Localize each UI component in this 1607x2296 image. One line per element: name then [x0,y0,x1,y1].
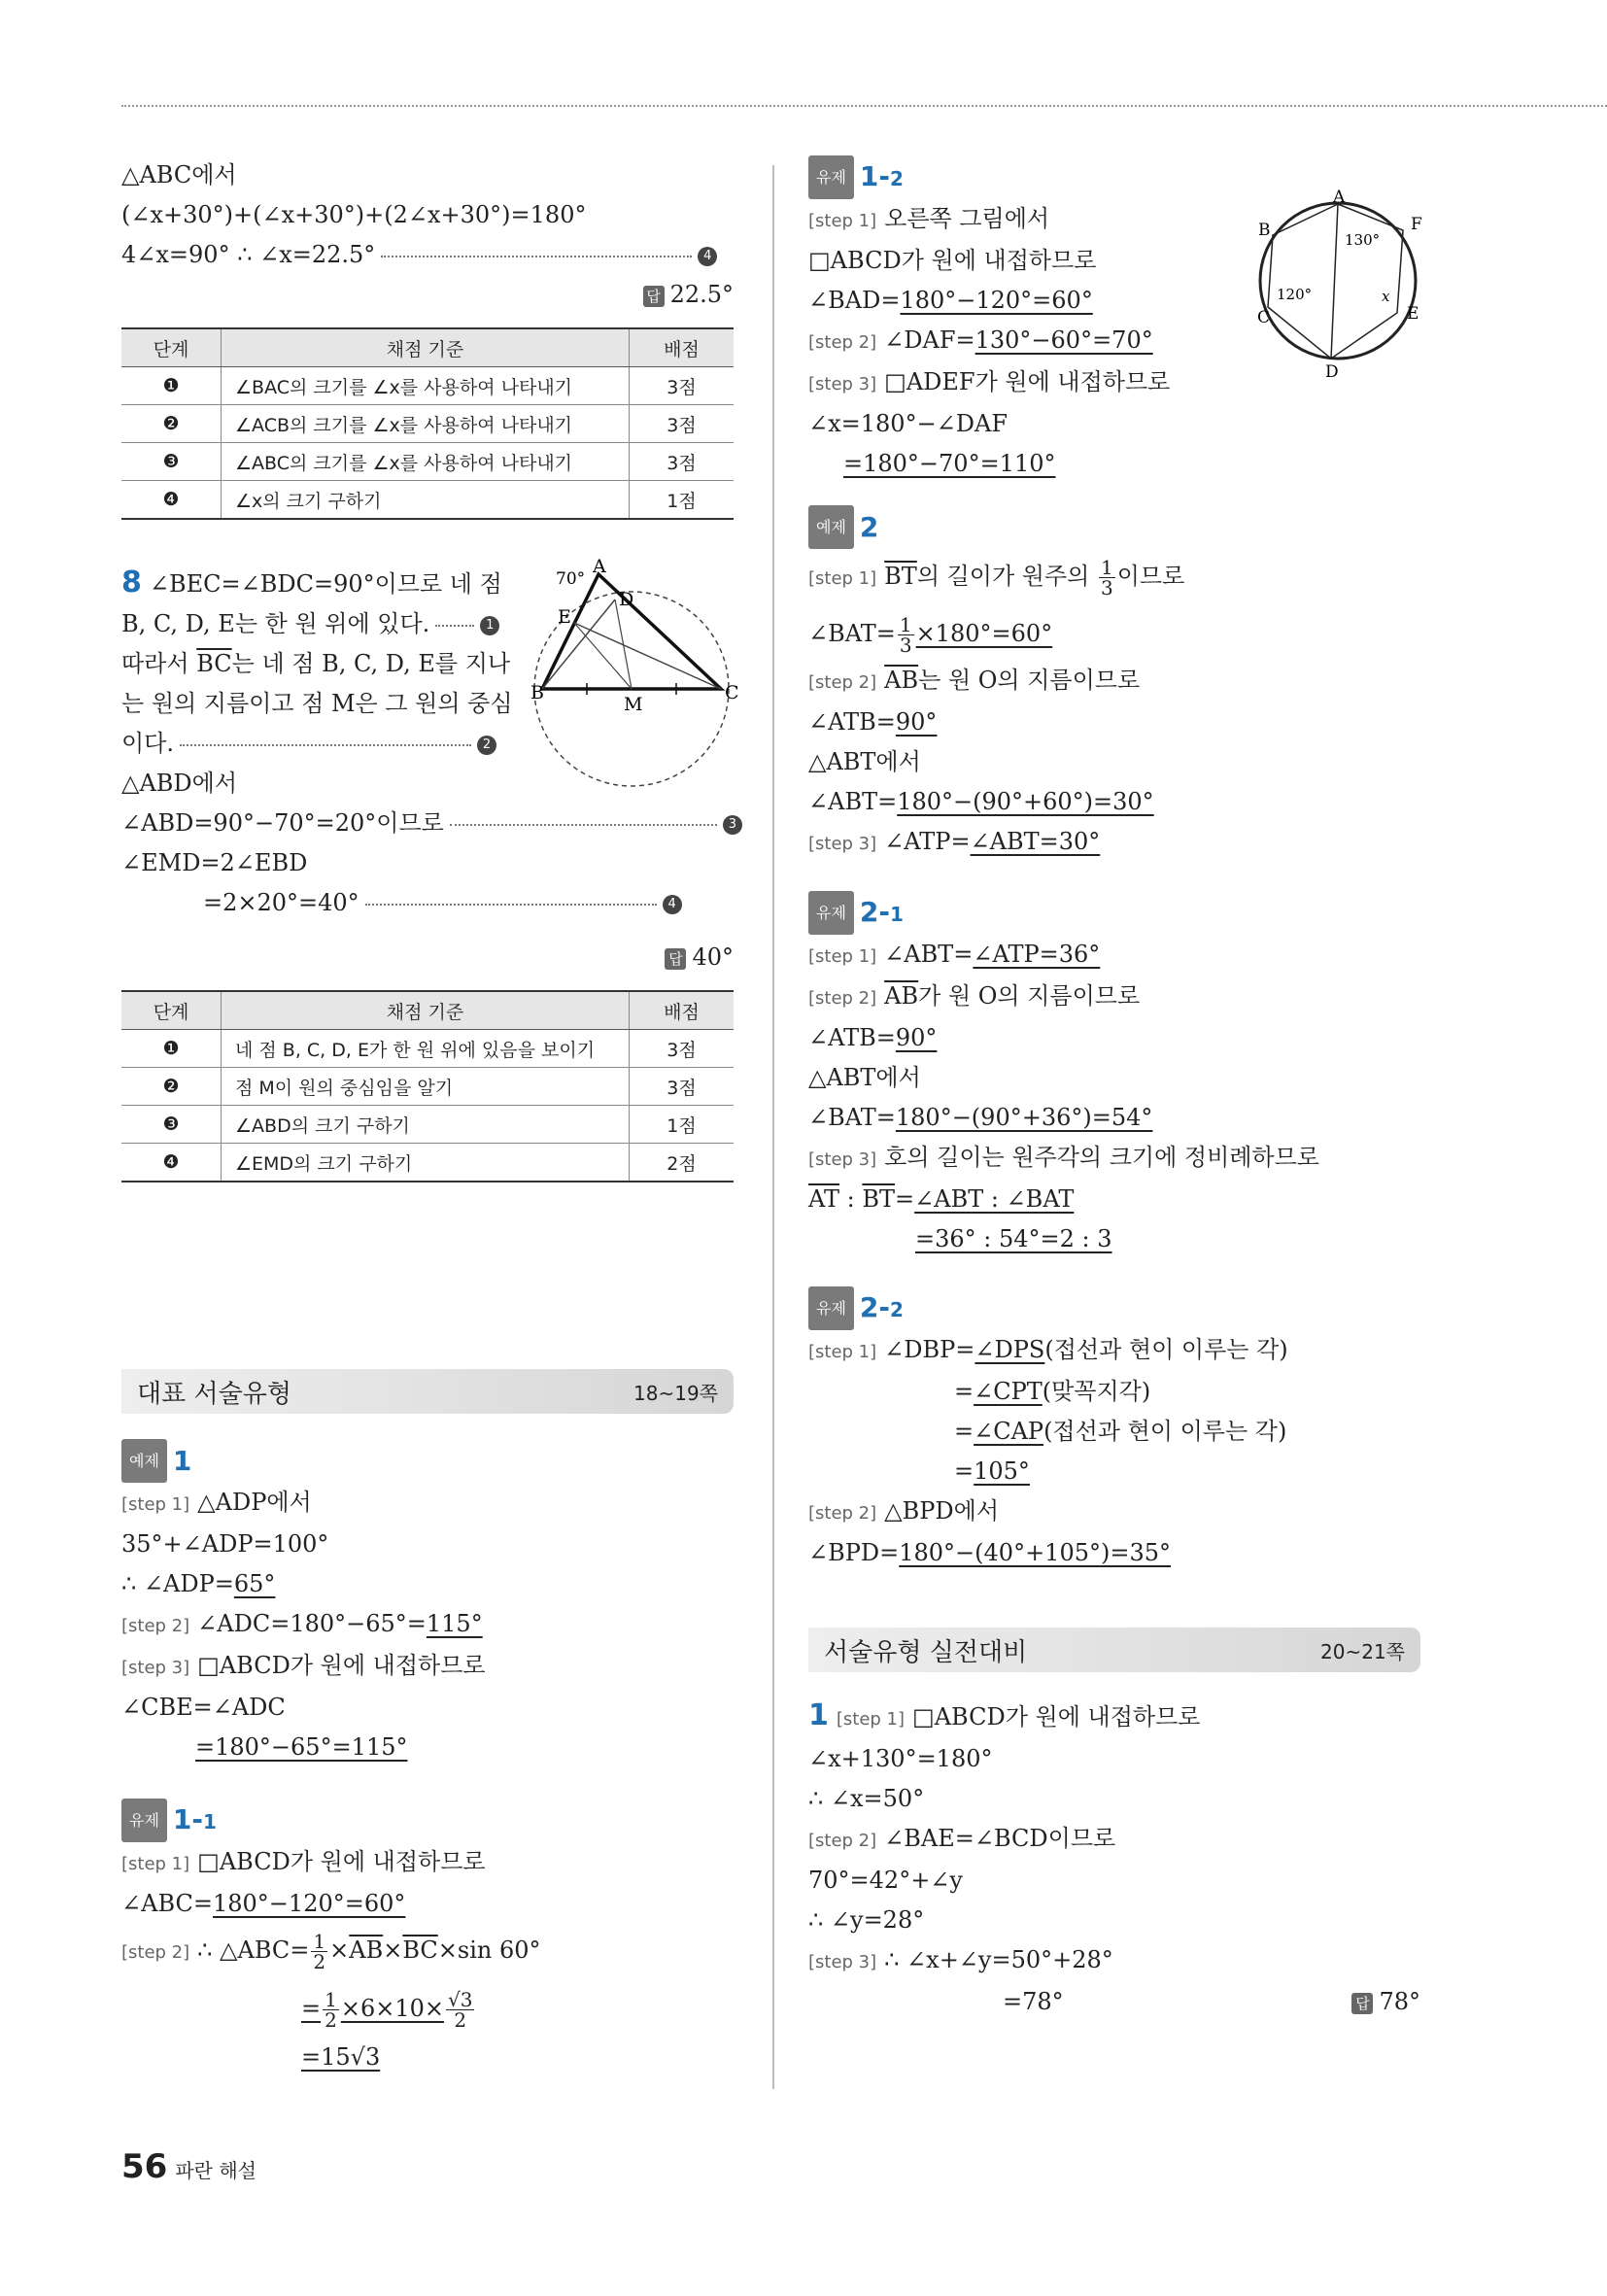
page-footer [121,2147,256,2186]
problem-8: 8 ∠BEC=∠BDC=90°이므로 네 점 B, C, D, E는 한 원 위에 있다. 1 따라서 $\overline{BC}$는 네 점 B, C, D, E를 지나 는 원의 지름이고 점 M은 그 원의 중심 이다. 2 △ABD에서 ∠ABD=90°−70°=20°이므로 3 ∠EMD=2∠EBD =2×20°=40° 4 70° A B C D E M [121,563,734,932]
fig-angle-x: x [1382,288,1390,305]
practice-1: 1 [step 1] □ABCD가 원에 내접하므로 ∠x+130°=180° ∴ ∠x=50° [step 2] ∠BAE=∠BCD이므로 70°=42°+∠y ∴ ∠y=28° [step 3] ∴ ∠x+∠y=50°+28° =78° 답 78° [808,1698,1420,2015]
text-line: (∠x+30°)+(∠x+30°)+(2∠x+30°)=180° [121,201,587,228]
table-row: ❸ ∠ABC의 크기를 ∠x를 사용하여 나타내기 3점 [121,443,734,481]
example-2: 예제 2 [step 1] $\overline{BT}$의 길이가 원주의 $\frac{1}{3}$ 이므로 ∠BAT= $\frac{1}{3}$ ×180°=60° [step 2] $\overline{AB}$는 원 O의 지름이므로 ∠ATB=90° △ABT에서 ∠ABT=180°−(90°+60°)=30° [step 3] ∠ATP=∠ABT=30° [808,505,1440,864]
triangle-circle-figure [530,556,739,805]
text-line: 4∠x=90° ∴ ∠x=22.5° 4 [121,235,734,275]
inscribed-hexagon-figure [1255,188,1430,383]
fig-label-C: C [725,682,739,703]
top-dotted-rule [121,105,1607,107]
fig-label-D: D [1325,362,1339,382]
section-header: 대표 서술유형 18~19쪽 [121,1369,734,1414]
fig-label-C: C [1257,308,1271,327]
table-row: ❷ ∠ACB의 크기를 ∠x를 사용하여 나타내기 3점 [121,405,734,443]
section-header: 서술유형 실전대비 20~21쪽 [808,1628,1420,1672]
fig-label-E: E [1407,304,1419,324]
fig-label-D: D [619,589,634,610]
fig-label-E: E [558,606,571,628]
fig-label-F: F [1411,215,1422,234]
fig-label-M: M [624,694,643,715]
table-row: ❸ ∠ABD의 크기 구하기 1점 [121,1106,734,1144]
problem-number: 8 [121,565,142,600]
right-column [808,155,1440,2022]
table-row: ❶ 네 점 B, C, D, E가 한 원 위에 있음을 보이기 3점 [121,1030,734,1068]
example-tag: 예제 [121,1439,167,1483]
fig-angle-130: 130° [1345,231,1381,249]
fig-label-A: A [593,556,606,577]
fig-label-A: A [1333,188,1346,207]
exercise-2-1: 유제 2-1 [step 1] ∠ABT=∠ATP=36° [step 2] $\overline{AB}$가 원 O의 지름이므로 ∠ATB=90° △ABT에서 ∠BAT=180°−(90°+36°)=54° [step 3] 호의 길이는 원주각의 크기에 정비례하므로 $\overline{AT}$ : $\overline{BT}=\angle ABT$ : ∠BAT =36° : 54°=2 : 3 [808,891,1440,1259]
fig-angle-120: 120° [1277,286,1313,303]
table-row: ❹ ∠x의 크기 구하기 1점 [121,481,734,520]
column-separator [772,165,774,2089]
answer-badge: 답 [643,286,665,307]
exercise-1-1: 유제 1-1 [step 1] □ABCD가 원에 내접하므로 ∠ABC=180°−120°=60° [step 2] ∴ △ABC= $\frac{1}{2}$ $\times\overline{AB}\times\overline{BC}\times\sin$ 60° = $\frac{1}{2}$ ×6×10× $\frac{√3}{2}$ =15√3 [121,1799,734,2077]
fig-angle-label: 70° [556,569,586,589]
fig-label-B: B [1258,221,1271,240]
scoring-table-1: 단계 채점 기준 배점 ❶ ∠BAC의 크기를 ∠x를 사용하여 나타내기 3점 ❷ ∠ACB의 크기를 ∠x를 사용하여 나타내기 3점 ❸ ∠ABC의 크기를 ∠x를 사용하여 나타내기 3점 ❹ ∠x의 크기 구하기 1점 [121,327,734,520]
step-mark-4: 4 [698,247,717,266]
left-column [121,155,739,2077]
table-row: ❶ ∠BAC의 크기를 ∠x를 사용하여 나타내기 3점 [121,367,734,405]
answer: 답 40° [121,938,734,977]
table-row: ❹ ∠EMD의 크기 구하기 2점 [121,1144,734,1182]
fig-label-B: B [530,682,544,703]
scoring-table-2: 단계 채점 기준 배점 ❶ 네 점 B, C, D, E가 한 원 위에 있음을 보이기 3점 ❷ 점 M이 원의 중심임을 알기 3점 ❸ ∠ABD의 크기 구하기 1점 ❹ ∠EMD의 크기 구하기 2점 [121,990,734,1182]
page-number: 56 [121,2147,168,2186]
text-line: △ABC에서 [121,161,237,188]
exercise-2-2: 유제 2-2 [step 1] ∠DBP=∠DPS(접선과 현이 이루는 각) =∠CPT(맞꼭지각) =∠CAP(접선과 현이 이루는 각) =105° [step 2] △BPD에서 ∠BPD=180°−(40°+105°)=35° [808,1286,1440,1573]
example-1: 예제 1 [step 1] △ADP에서 35°+∠ADP=100° ∴ ∠ADP=65° [step 2] ∠ADC=180°−65°=115° [step 3] □ABCD가 원에 내접하므로 ∠CBE=∠ADC =180°−65°=115° [121,1439,734,1767]
table-row: ❷ 점 M이 원의 중심임을 알기 3점 [121,1068,734,1106]
footer-label: 파란 해설 [175,2159,256,2182]
answer: 답 22.5° [121,275,734,314]
exercise-1-2: 유제 1-2 [step 1] 오른쪽 그림에서 □ABCD가 원에 내접하므로 ∠BAD=180°−120°=60° [step 2] ∠DAF=130°−60°=70° [step 3] □ADEF가 원에 내접하므로 ∠x=180°−∠DAF =180°−70°=110° A B C D E F 130° 120° x [808,155,1440,484]
